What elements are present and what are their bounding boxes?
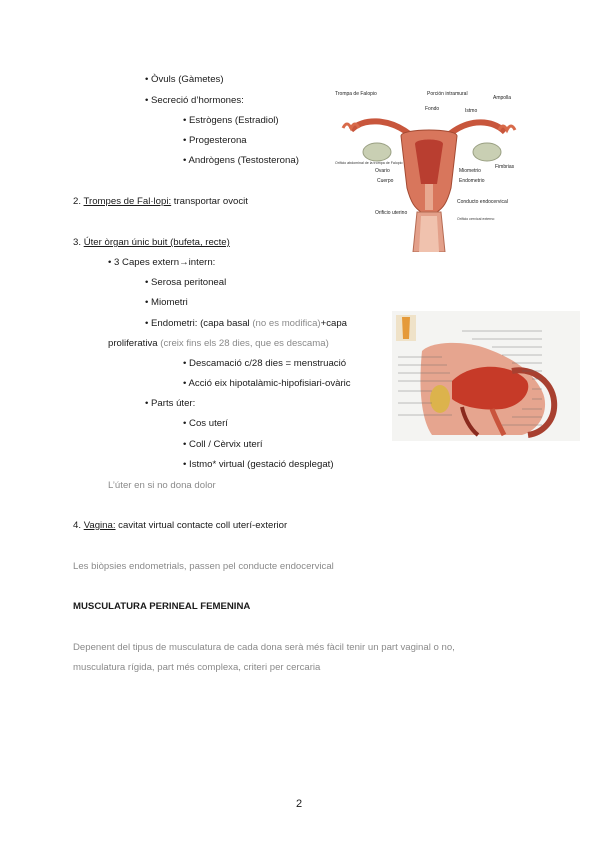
biopsies-note: Les biòpsies endometrials, passen pel conducte endocervical — [73, 561, 334, 572]
label-porcion: Porción intramural — [427, 91, 468, 97]
label-fimbrias: Fimbrias — [495, 164, 515, 170]
pelvis-section-diagram — [392, 311, 580, 441]
label-ampolla: Ampolla — [493, 95, 512, 101]
proliferativa-line — [108, 338, 329, 350]
paragraph-line-1: Depenent del tipus de musculatura de cada dona serà més fàcil tenir un part vaginal o no, — [73, 642, 455, 653]
bullet-accio: • Acció eix hipotalàmic-hipofisiari-ovàric — [183, 378, 351, 389]
endometri-text: • Endometri: (capa basal — [145, 318, 253, 329]
proliferativa-note: (creix fins els 28 dies, que es descama) — [157, 338, 329, 349]
bullet-parts: • Parts úter: — [145, 398, 196, 409]
heading-musculatura: MUSCULATURA PERINEAL FEMENINA — [73, 601, 251, 612]
label-trompa: Trompa de Falopio — [335, 91, 377, 97]
bullet-androgens: • Andrògens (Testosterona) — [183, 155, 299, 166]
label-orificio: Orificio abdominal de la trompa de Falopio — [335, 161, 403, 165]
endometri-note: (no es modifica) — [252, 318, 321, 329]
section-vagina — [73, 520, 287, 532]
bullet-serosa: • Serosa peritoneal — [145, 277, 227, 288]
section-number: 2. — [73, 196, 82, 207]
section-title: Vagina: — [83, 520, 116, 531]
section-trompes — [73, 196, 248, 208]
label-orificio-uterino: Orificio uterino — [375, 210, 408, 216]
section-title: Úter òrgan únic buit (bufeta, recte) — [83, 237, 230, 248]
bullet-ovuls: • Òvuls (Gàmetes) — [145, 74, 224, 85]
label-cuerpo: Cuerpo — [377, 178, 394, 184]
uterus-diagram — [333, 88, 525, 252]
label-conducto: Conducto endocervical — [457, 199, 508, 205]
bullet-progesterona: • Progesterona — [183, 135, 247, 146]
uter-note: L’úter en si no dona dolor — [108, 480, 216, 491]
section-number: 3. — [73, 237, 82, 248]
section-number: 4. — [73, 520, 82, 531]
bullet-endometri — [145, 318, 347, 330]
bullet-istmo: • Istmo* virtual (gestació desplegat) — [183, 459, 334, 470]
proliferativa-text: proliferativa — [108, 338, 158, 349]
bullet-estrogens: • Estrògens (Estradiol) — [183, 115, 279, 126]
section-title: Trompes de Fal·lopi: — [83, 196, 172, 207]
endometri-suffix: +capa — [320, 318, 348, 329]
label-fondo: Fondo — [425, 106, 440, 112]
section-uter — [73, 237, 230, 249]
bullet-coll: • Coll / Cèrvix uterí — [183, 439, 263, 450]
paragraph-line-2: musculatura rígida, part més complexa, criteri per cercaria — [73, 662, 321, 673]
bullet-descamacio: • Descamació c/28 dies = menstruació — [183, 358, 347, 369]
label-endometrio: Endometrio — [459, 178, 485, 184]
section-text: cavitat virtual contacte coll uterí-exterior — [115, 520, 288, 531]
bullet-cos: • Cos uterí — [183, 418, 228, 429]
label-orificio-cervical: Orificio cervical externo — [457, 217, 495, 221]
bullet-secrecio: • Secreció d’hormones: — [145, 95, 244, 106]
page-number: 2 — [296, 798, 303, 810]
label-ovario: Ovario — [375, 168, 390, 174]
bullet-miometri: • Miometri — [145, 297, 188, 308]
bullet-capes: • 3 Capes extern→intern: — [108, 257, 216, 268]
section-text: transportar ovocit — [171, 196, 248, 207]
label-miometrio: Miometrio — [459, 168, 481, 174]
label-istmo: Istmo — [465, 108, 478, 114]
